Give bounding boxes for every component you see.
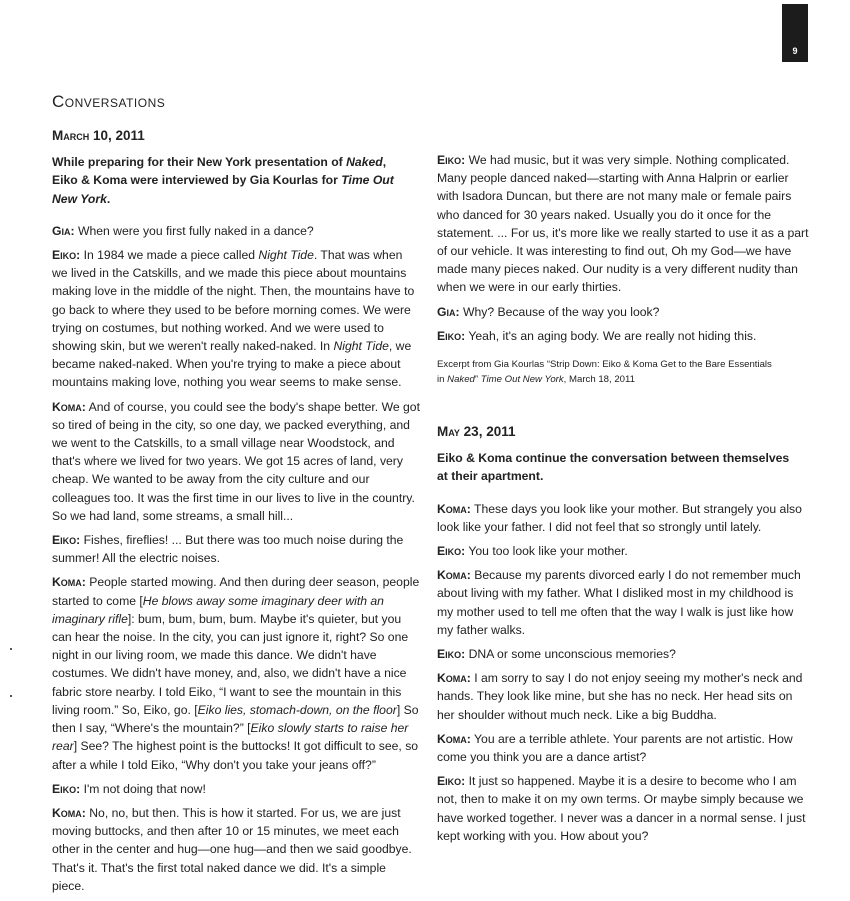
stage-direction: Eiko lies, stomach-down, on the floor <box>197 702 397 717</box>
intro-text: While preparing for their New York presentation of <box>52 155 347 170</box>
dialogue-paragraph <box>52 398 420 525</box>
margin-mark <box>10 695 12 697</box>
dialogue-paragraph <box>437 327 809 345</box>
dialogue-text: ] So then I say, “Where's the mountain?” [ <box>52 702 419 736</box>
intro-text: , Eiko & Koma were interviewed by Gia Kourlas for <box>52 155 387 188</box>
stage-direction: Night Tide <box>258 248 314 263</box>
dialogue-paragraph <box>437 151 809 297</box>
dialogue-text: I am sorry to say I do not enjoy seeing my mother's neck and hands. They look like mine, but she has no neck. Her head sits on her shoulder without much neck. Like a big Buddha. <box>437 671 803 722</box>
speaker-label: Eiko: <box>437 647 466 662</box>
dialogue-text: , we became naked-naked. When you're trying to make a piece about mountains making love, nothing you wear seems to make sense. <box>52 339 412 390</box>
dialogue-paragraph <box>52 804 420 895</box>
speaker-label: Gia: <box>52 223 75 238</box>
dialogue-paragraph <box>437 669 809 724</box>
intro-text: . <box>106 191 111 206</box>
dialogue-paragraph <box>437 645 809 663</box>
speaker-label: Koma: <box>52 399 86 414</box>
intro-may: Eiko & Koma continue the conversation between themselves at their apartment. <box>437 451 790 484</box>
dialogue-list-right-bottom <box>437 500 809 845</box>
date-heading-may: May 23, 2011 <box>437 424 516 440</box>
dialogue-text: In 1984 we made a piece called <box>83 248 259 263</box>
dialogue-text: ]: bum, bum, bum, bum. Maybe it's quieter, but you can hear the noise. In the city, you can just ignore it, right? So one night in our living room, we made this dance. We didn't have costumes. We didn't have money, and, also, we didn't have a nice fabric store nearby. I told Eiko, “I want to see the mountain in this living room.” So, Eiko, go. [ <box>52 611 409 717</box>
dialogue-text: You are a terrible athlete. Your parents are not artistic. How come you think you are a dance artist? <box>437 731 793 765</box>
speaker-label: Eiko: <box>437 544 466 559</box>
source-text: ” <box>474 374 481 386</box>
intro-title-timeout: Time Out New York <box>52 173 394 206</box>
dialogue-list-right-top <box>437 151 809 345</box>
speaker-label: Eiko: <box>437 774 466 789</box>
dialogue-text: When were you first fully naked in a dance? <box>77 223 314 238</box>
dialogue-text: Yeah, it's an aging body. We are really not hiding this. <box>468 328 757 343</box>
source-line-1: Excerpt from Gia Kourlas “Strip Down: Eiko & Koma Get to the Bare Essentials <box>437 359 772 371</box>
dialogue-paragraph <box>52 222 420 240</box>
dialogue-paragraph <box>437 566 809 639</box>
dialogue-list-left <box>52 222 420 895</box>
dialogue-paragraph <box>52 531 420 567</box>
date-heading-march: March 10, 2011 <box>52 128 145 143</box>
intro-title-naked: Naked <box>346 155 383 170</box>
speaker-label: Koma: <box>52 805 86 820</box>
dialogue-paragraph <box>437 542 809 560</box>
dialogue-text: I'm not doing that now! <box>83 781 206 796</box>
dialogue-paragraph <box>52 246 420 392</box>
stage-direction: Eiko slowly starts to raise her rear <box>52 721 409 754</box>
right-column <box>437 151 809 851</box>
source-publication: Time Out New York <box>480 374 564 386</box>
margin-mark <box>10 648 12 650</box>
speaker-label: Eiko: <box>52 248 81 263</box>
source-line-2 <box>437 372 809 387</box>
stage-direction: Night Tide <box>333 339 389 354</box>
dialogue-text: These days you look like your mother. But strangely you also look like your father. I did not feel that so strongly until lately. <box>437 501 802 534</box>
source-title: Naked <box>447 374 475 386</box>
dialogue-paragraph <box>437 730 809 766</box>
speaker-label: Eiko: <box>52 533 81 548</box>
page-number: 9 <box>792 46 798 56</box>
page-number-tab <box>782 4 808 62</box>
dialogue-text: Why? Because of the way you look? <box>462 304 660 319</box>
speaker-label: Eiko: <box>437 328 466 343</box>
intro-march <box>52 153 420 208</box>
section-title: Conversations <box>52 92 166 111</box>
speaker-label: Koma: <box>437 671 471 686</box>
speaker-label: Eiko: <box>437 153 466 167</box>
source-text: in <box>437 374 448 386</box>
dialogue-text: People started mowing. And then during deer season, people started to come [ <box>52 575 420 608</box>
dialogue-text: Because my parents divorced early I do not remember much about living with my father. What I disliked most in my childhood is my mother used to tell me often that the way I walk is just like how my father walks. <box>437 568 801 637</box>
dialogue-paragraph <box>437 303 809 321</box>
dialogue-text: It just so happened. Maybe it is a desire to become who I am not, then to make it on my own terms. Or maybe simply because we have worked together. I never was a dancer in a normal sense. I just kept working with you. How about you? <box>437 774 806 843</box>
dialogue-paragraph <box>437 772 809 845</box>
dialogue-text: DNA or some unconscious memories? <box>468 647 676 662</box>
dialogue-paragraph <box>52 780 420 798</box>
dialogue-paragraph <box>437 500 809 536</box>
dialogue-text: Fishes, fireflies! ... But there was too much noise during the summer! All the electric noises. <box>52 533 404 566</box>
dialogue-text: ] See? The highest point is the buttocks! It got difficult to see, so after a while I told Eiko, “Why don't you take your jeans off?” <box>52 739 419 772</box>
speaker-label: Koma: <box>437 501 471 516</box>
speaker-label: Gia: <box>437 304 460 319</box>
dialogue-text: You too look like your mother. <box>468 544 628 559</box>
stage-direction: He blows away some imaginary deer with an imaginary rifle <box>52 593 384 626</box>
dialogue-paragraph <box>52 573 420 773</box>
speaker-label: Koma: <box>437 731 471 746</box>
dialogue-text: No, no, but then. This is how it started. For us, we are just moving buttocks, and then after 10 or 15 minutes, we meet each other in the center and hug—one hug—and then we said goodbye. That's it. That's the first total naked dance we did. It's a simple piece. <box>52 805 412 893</box>
speaker-label: Eiko: <box>52 781 81 796</box>
dialogue-text: We had music, but it was very simple. Nothing complicated. Many people danced naked—starting with Anna Halprin or earlier with Isadora Duncan, but there are not many male or female pairs who danced for 30 years naked. Usually you do it once for the statement. ... For us, it's more like we really started to use it as a part of our vehicle. It was interesting to find out, Oh my God—we have made many pieces naked. Our nudity is a very different nudity than when we were in our early thirties. <box>437 153 809 295</box>
dialogue-text: And of course, you could see the body's shape better. We got so tired of being in the city, so one day, we packed everything, and we went to the Catskills, to a small village near Woodstock, and that's where we lived for two years. We got 15 acres of land, very cheap. We wanted to be away from the city culture and our colleagues too. It was the first time in our lives to live in the country. So we had land, some streams, a small hill... <box>52 399 420 523</box>
dialogue-text: . That was when we lived in the Catskills, and we made this piece about mountains making love in the middle of the night. Then, the mountains have to go back to where they used to be before morning comes. We were trying on costumes, but nothing worked. And we were used to showing skin, but we weren't really naked-naked. In <box>52 248 415 354</box>
speaker-label: Koma: <box>52 575 86 590</box>
left-column <box>52 127 420 901</box>
speaker-label: Koma: <box>437 568 471 583</box>
source-text: , March 18, 2011 <box>563 374 635 386</box>
source-citation <box>437 357 809 387</box>
